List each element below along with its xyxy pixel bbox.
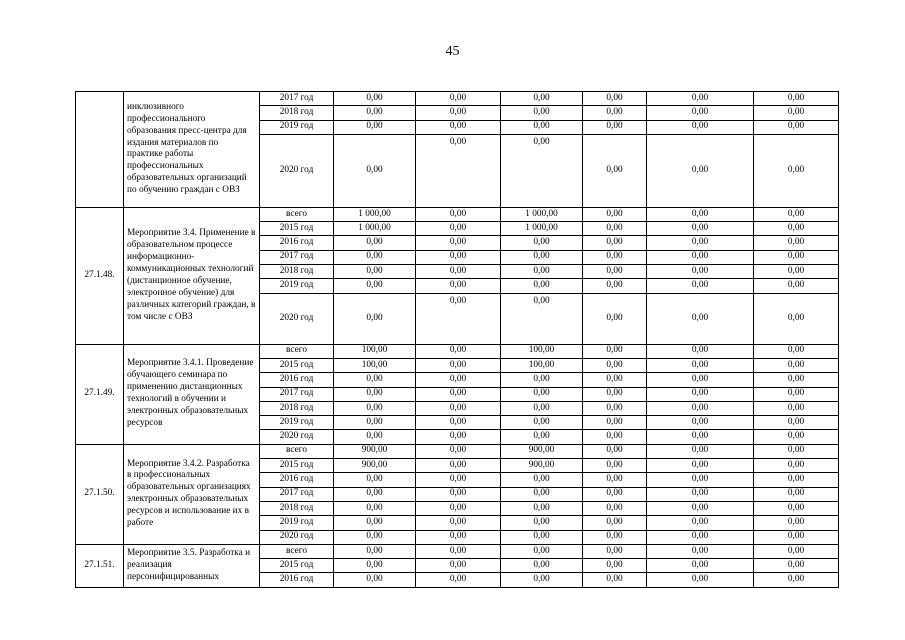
value-cell: 0,00 bbox=[754, 134, 839, 207]
year-cell: 2018 год bbox=[260, 501, 334, 515]
value-cell: 0,00 bbox=[754, 459, 839, 473]
value-cell: 0,00 bbox=[416, 559, 501, 573]
value-cell: 0,00 bbox=[754, 401, 839, 415]
value-cell: 0,00 bbox=[416, 516, 501, 530]
value-cell: 0,00 bbox=[416, 444, 501, 458]
value-cell: 0,00 bbox=[754, 573, 839, 587]
measure-name: Мероприятие 3.5. Разработка и реализация персонифицированных bbox=[124, 544, 260, 587]
value-cell: 0,00 bbox=[583, 207, 647, 221]
value-cell: 0,00 bbox=[501, 279, 583, 293]
value-cell: 0,00 bbox=[501, 416, 583, 430]
measure-code: 27.1.49. bbox=[76, 344, 124, 444]
value-cell: 0,00 bbox=[754, 106, 839, 120]
year-cell: 2017 год bbox=[260, 250, 334, 264]
year-cell: всего bbox=[260, 444, 334, 458]
value-cell: 0,00 bbox=[583, 501, 647, 515]
value-cell: 0,00 bbox=[501, 134, 583, 207]
table-row bbox=[76, 344, 839, 358]
value-cell: 0,00 bbox=[647, 293, 754, 344]
value-cell: 0,00 bbox=[334, 293, 416, 344]
value-cell: 0,00 bbox=[416, 120, 501, 134]
value-cell: 0,00 bbox=[754, 387, 839, 401]
value-cell: 0,00 bbox=[647, 265, 754, 279]
value-cell: 0,00 bbox=[416, 530, 501, 544]
table-row bbox=[76, 544, 839, 558]
year-cell: 2017 год bbox=[260, 487, 334, 501]
value-cell: 0,00 bbox=[647, 358, 754, 372]
value-cell: 0,00 bbox=[583, 134, 647, 207]
value-cell: 0,00 bbox=[501, 373, 583, 387]
value-cell: 0,00 bbox=[647, 516, 754, 530]
value-cell: 0,00 bbox=[647, 444, 754, 458]
measure-name: Мероприятие 3.4. Применение в образовательном процессе информационно-коммуникационных технологий (дистанционное обучение, электронное обучение) для различных категорий граждан, в том числе с ОВЗ bbox=[124, 207, 260, 344]
year-cell: 2019 год bbox=[260, 120, 334, 134]
value-cell: 0,00 bbox=[583, 222, 647, 236]
value-cell: 0,00 bbox=[334, 530, 416, 544]
value-cell: 0,00 bbox=[501, 106, 583, 120]
value-cell: 0,00 bbox=[583, 401, 647, 415]
value-cell: 0,00 bbox=[583, 358, 647, 372]
value-cell: 0,00 bbox=[416, 430, 501, 444]
value-cell: 0,00 bbox=[334, 120, 416, 134]
value-cell: 0,00 bbox=[334, 236, 416, 250]
value-cell: 0,00 bbox=[416, 501, 501, 515]
year-cell: 2020 год bbox=[260, 293, 334, 344]
value-cell: 0,00 bbox=[583, 516, 647, 530]
value-cell: 0,00 bbox=[647, 501, 754, 515]
value-cell: 0,00 bbox=[647, 416, 754, 430]
value-cell: 0,00 bbox=[583, 293, 647, 344]
value-cell: 0,00 bbox=[416, 487, 501, 501]
year-cell: 2015 год bbox=[260, 559, 334, 573]
value-cell: 0,00 bbox=[334, 279, 416, 293]
value-cell: 900,00 bbox=[334, 444, 416, 458]
value-cell: 1 000,00 bbox=[501, 207, 583, 221]
value-cell: 0,00 bbox=[416, 473, 501, 487]
value-cell: 900,00 bbox=[334, 459, 416, 473]
value-cell: 0,00 bbox=[334, 516, 416, 530]
measure-code bbox=[76, 92, 124, 208]
value-cell: 0,00 bbox=[754, 344, 839, 358]
value-cell: 100,00 bbox=[501, 344, 583, 358]
value-cell: 0,00 bbox=[754, 279, 839, 293]
value-cell: 0,00 bbox=[583, 265, 647, 279]
value-cell: 0,00 bbox=[501, 501, 583, 515]
budget-table bbox=[75, 91, 839, 588]
value-cell: 0,00 bbox=[647, 207, 754, 221]
value-cell: 0,00 bbox=[583, 430, 647, 444]
value-cell: 0,00 bbox=[583, 444, 647, 458]
year-cell: 2016 год bbox=[260, 236, 334, 250]
value-cell: 0,00 bbox=[583, 530, 647, 544]
value-cell: 0,00 bbox=[647, 459, 754, 473]
value-cell: 0,00 bbox=[334, 134, 416, 207]
value-cell: 0,00 bbox=[416, 544, 501, 558]
value-cell: 0,00 bbox=[416, 207, 501, 221]
value-cell: 0,00 bbox=[501, 573, 583, 587]
value-cell: 0,00 bbox=[334, 473, 416, 487]
value-cell: 0,00 bbox=[754, 487, 839, 501]
value-cell: 0,00 bbox=[647, 573, 754, 587]
value-cell: 0,00 bbox=[501, 487, 583, 501]
value-cell: 0,00 bbox=[334, 387, 416, 401]
value-cell: 0,00 bbox=[647, 473, 754, 487]
value-cell: 0,00 bbox=[334, 559, 416, 573]
value-cell: 0,00 bbox=[416, 92, 501, 106]
value-cell: 0,00 bbox=[583, 573, 647, 587]
year-cell: всего bbox=[260, 207, 334, 221]
value-cell: 0,00 bbox=[416, 293, 501, 344]
value-cell: 0,00 bbox=[647, 344, 754, 358]
value-cell: 0,00 bbox=[583, 279, 647, 293]
value-cell: 0,00 bbox=[754, 516, 839, 530]
year-cell: 2017 год bbox=[260, 92, 334, 106]
year-cell: 2016 год bbox=[260, 473, 334, 487]
value-cell: 0,00 bbox=[754, 501, 839, 515]
value-cell: 0,00 bbox=[501, 250, 583, 264]
value-cell: 0,00 bbox=[754, 222, 839, 236]
value-cell: 0,00 bbox=[754, 373, 839, 387]
value-cell: 900,00 bbox=[501, 459, 583, 473]
year-cell: 2019 год bbox=[260, 416, 334, 430]
value-cell: 0,00 bbox=[754, 120, 839, 134]
value-cell: 1 000,00 bbox=[334, 207, 416, 221]
year-cell: 2015 год bbox=[260, 358, 334, 372]
value-cell: 0,00 bbox=[416, 250, 501, 264]
value-cell: 0,00 bbox=[647, 373, 754, 387]
value-cell: 0,00 bbox=[647, 236, 754, 250]
value-cell: 0,00 bbox=[416, 459, 501, 473]
value-cell: 0,00 bbox=[754, 92, 839, 106]
value-cell: 0,00 bbox=[334, 416, 416, 430]
value-cell: 0,00 bbox=[334, 501, 416, 515]
measure-name: Мероприятие 3.4.1. Проведение обучающего семинара по применению дистанционных технологий в обучении и электронных образовательных ресурсов bbox=[124, 344, 260, 444]
value-cell: 0,00 bbox=[501, 530, 583, 544]
value-cell: 1 000,00 bbox=[334, 222, 416, 236]
value-cell: 0,00 bbox=[647, 559, 754, 573]
value-cell: 0,00 bbox=[416, 279, 501, 293]
value-cell: 0,00 bbox=[416, 387, 501, 401]
year-cell: 2018 год bbox=[260, 265, 334, 279]
value-cell: 0,00 bbox=[501, 401, 583, 415]
measure-code: 27.1.50. bbox=[76, 444, 124, 544]
value-cell: 0,00 bbox=[583, 387, 647, 401]
value-cell: 0,00 bbox=[583, 473, 647, 487]
year-cell: 2019 год bbox=[260, 279, 334, 293]
value-cell: 0,00 bbox=[754, 430, 839, 444]
value-cell: 0,00 bbox=[583, 344, 647, 358]
value-cell: 0,00 bbox=[501, 387, 583, 401]
table-row bbox=[76, 444, 839, 458]
value-cell: 0,00 bbox=[416, 265, 501, 279]
value-cell: 100,00 bbox=[501, 358, 583, 372]
value-cell: 0,00 bbox=[647, 250, 754, 264]
year-cell: 2015 год bbox=[260, 459, 334, 473]
value-cell: 100,00 bbox=[334, 344, 416, 358]
value-cell: 0,00 bbox=[647, 134, 754, 207]
value-cell: 0,00 bbox=[583, 416, 647, 430]
table-row bbox=[76, 207, 839, 221]
value-cell: 0,00 bbox=[416, 358, 501, 372]
value-cell: 0,00 bbox=[501, 293, 583, 344]
value-cell: 0,00 bbox=[416, 416, 501, 430]
value-cell: 0,00 bbox=[647, 222, 754, 236]
year-cell: 2016 год bbox=[260, 373, 334, 387]
value-cell: 0,00 bbox=[647, 401, 754, 415]
value-cell: 0,00 bbox=[583, 236, 647, 250]
value-cell: 0,00 bbox=[416, 344, 501, 358]
value-cell: 0,00 bbox=[754, 250, 839, 264]
year-cell: 2018 год bbox=[260, 106, 334, 120]
value-cell: 0,00 bbox=[754, 473, 839, 487]
value-cell: 0,00 bbox=[501, 544, 583, 558]
value-cell: 0,00 bbox=[334, 250, 416, 264]
year-cell: 2020 год bbox=[260, 134, 334, 207]
value-cell: 0,00 bbox=[754, 207, 839, 221]
value-cell: 0,00 bbox=[647, 120, 754, 134]
value-cell: 0,00 bbox=[754, 559, 839, 573]
value-cell: 0,00 bbox=[501, 516, 583, 530]
value-cell: 0,00 bbox=[583, 459, 647, 473]
year-cell: 2019 год bbox=[260, 516, 334, 530]
year-cell: 2020 год bbox=[260, 430, 334, 444]
value-cell: 100,00 bbox=[334, 358, 416, 372]
value-cell: 0,00 bbox=[334, 430, 416, 444]
value-cell: 0,00 bbox=[754, 236, 839, 250]
page-number: 45 bbox=[445, 44, 460, 59]
value-cell: 0,00 bbox=[501, 430, 583, 444]
year-cell: 2017 год bbox=[260, 387, 334, 401]
year-cell: 2018 год bbox=[260, 401, 334, 415]
value-cell: 0,00 bbox=[501, 559, 583, 573]
table-row bbox=[76, 92, 839, 106]
value-cell: 0,00 bbox=[501, 473, 583, 487]
value-cell: 0,00 bbox=[754, 293, 839, 344]
measure-code: 27.1.51. bbox=[76, 544, 124, 587]
value-cell: 0,00 bbox=[647, 92, 754, 106]
year-cell: всего bbox=[260, 344, 334, 358]
value-cell: 0,00 bbox=[334, 401, 416, 415]
value-cell: 0,00 bbox=[334, 92, 416, 106]
value-cell: 0,00 bbox=[647, 544, 754, 558]
value-cell: 0,00 bbox=[647, 387, 754, 401]
measure-name: Мероприятие 3.4.2. Разработка в профессиональных образовательных организациях электронных образовательных ресурсов и использование их в работе bbox=[124, 444, 260, 544]
value-cell: 0,00 bbox=[647, 487, 754, 501]
value-cell: 0,00 bbox=[334, 106, 416, 120]
value-cell: 0,00 bbox=[334, 487, 416, 501]
measure-name: инклюзивного профессионального образования пресс-центра для издания материалов по практике работы профессиональных образовательных организаций по обучению граждан с ОВЗ bbox=[124, 92, 260, 208]
value-cell: 0,00 bbox=[754, 444, 839, 458]
value-cell: 0,00 bbox=[334, 544, 416, 558]
value-cell: 0,00 bbox=[647, 106, 754, 120]
value-cell: 0,00 bbox=[416, 222, 501, 236]
value-cell: 0,00 bbox=[583, 120, 647, 134]
value-cell: 0,00 bbox=[583, 106, 647, 120]
value-cell: 0,00 bbox=[754, 530, 839, 544]
value-cell: 0,00 bbox=[754, 544, 839, 558]
value-cell: 0,00 bbox=[416, 573, 501, 587]
value-cell: 0,00 bbox=[754, 416, 839, 430]
value-cell: 0,00 bbox=[501, 120, 583, 134]
value-cell: 900,00 bbox=[501, 444, 583, 458]
value-cell: 0,00 bbox=[416, 373, 501, 387]
value-cell: 0,00 bbox=[583, 92, 647, 106]
value-cell: 0,00 bbox=[416, 401, 501, 415]
value-cell: 0,00 bbox=[334, 573, 416, 587]
year-cell: всего bbox=[260, 544, 334, 558]
value-cell: 0,00 bbox=[583, 559, 647, 573]
value-cell: 0,00 bbox=[334, 373, 416, 387]
value-cell: 0,00 bbox=[334, 265, 416, 279]
value-cell: 0,00 bbox=[583, 487, 647, 501]
value-cell: 0,00 bbox=[647, 530, 754, 544]
value-cell: 0,00 bbox=[754, 265, 839, 279]
year-cell: 2020 год bbox=[260, 530, 334, 544]
value-cell: 0,00 bbox=[501, 92, 583, 106]
table-body bbox=[76, 92, 839, 588]
year-cell: 2015 год bbox=[260, 222, 334, 236]
value-cell: 0,00 bbox=[754, 358, 839, 372]
value-cell: 0,00 bbox=[416, 134, 501, 207]
year-cell: 2016 год bbox=[260, 573, 334, 587]
value-cell: 0,00 bbox=[647, 430, 754, 444]
value-cell: 0,00 bbox=[583, 250, 647, 264]
measure-code: 27.1.48. bbox=[76, 207, 124, 344]
value-cell: 0,00 bbox=[647, 279, 754, 293]
value-cell: 0,00 bbox=[501, 265, 583, 279]
value-cell: 0,00 bbox=[501, 236, 583, 250]
value-cell: 0,00 bbox=[416, 236, 501, 250]
value-cell: 0,00 bbox=[583, 373, 647, 387]
value-cell: 1 000,00 bbox=[501, 222, 583, 236]
value-cell: 0,00 bbox=[416, 106, 501, 120]
value-cell: 0,00 bbox=[583, 544, 647, 558]
